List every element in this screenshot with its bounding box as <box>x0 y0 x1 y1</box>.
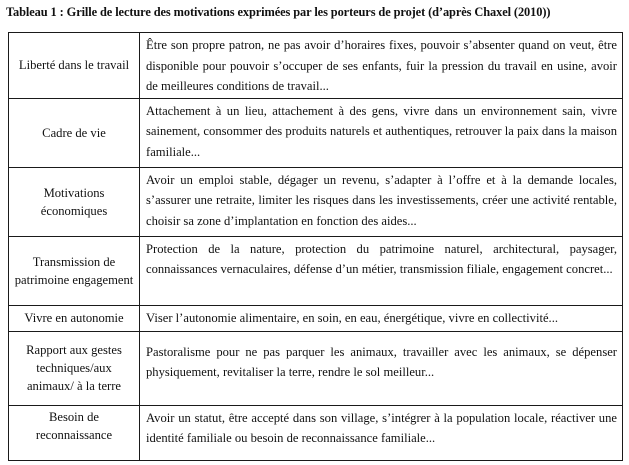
table-row <box>9 305 623 331</box>
row-description-reconnaissance: Avoir un statut, être accepté dans son village, s’intégrer à la population locale, réactiver une identité familiale ou besoin de reconnaissance familiale... <box>140 405 623 460</box>
row-label-rapport-gestes: Rapport aux gestes techniques/aux animaux/ à la terre <box>9 331 140 405</box>
row-description-motivations-economiques: Avoir un emploi stable, dégager un revenu, s’adapter à l’offre et à la demande locales, s’assurer une retraite, limiter les risques dans les investissements, créer une activité rentable, choisir sa zone d’implantation en fonction des aides... <box>140 167 623 236</box>
row-label-cadre-de-vie: Cadre de vie <box>9 98 140 167</box>
table-row <box>9 405 623 460</box>
row-label-liberte: Liberté dans le travail <box>9 33 140 99</box>
table-row <box>9 331 623 405</box>
row-description-liberte: Être son propre patron, ne pas avoir d’horaires fixes, pouvoir s’absenter quand on veut, être disponible pour pouvoir s’occuper de ses enfants, fuir la pression du travail en usine, avoir de meilleures conditions de travail... <box>140 33 623 99</box>
table-caption: Tableau 1 : Grille de lecture des motivations exprimées par les porteurs de projet (d’après Chaxel (2010)) <box>6 5 551 19</box>
table-row <box>9 236 623 305</box>
row-description-transmission: Protection de la nature, protection du patrimoine naturel, architectural, paysager, connaissances vernaculaires, défense d’un métier, transmission filiale, engagement concret... <box>140 236 623 305</box>
table-row <box>9 167 623 236</box>
table-row <box>9 33 623 99</box>
row-description-cadre-de-vie: Attachement à un lieu, attachement à des gens, vivre dans un environnement sain, vivre sainement, consommer des produits naturels et authentiques, retrouver la paix dans la maison familiale... <box>140 98 623 167</box>
row-label-autonomie: Vivre en autonomie <box>9 305 140 331</box>
row-description-rapport-gestes: Pastoralisme pour ne pas parquer les animaux, travailler avec les animaux, se dépenser physiquement, revitaliser la terre, rendre le sol meilleur... <box>140 331 623 405</box>
motivations-table <box>8 32 623 461</box>
row-description-autonomie: Viser l’autonomie alimentaire, en soin, en eau, énergétique, vivre en collectivité... <box>140 305 623 331</box>
row-label-reconnaissance: Besoin de reconnaissance <box>9 405 140 460</box>
row-label-motivations-economiques: Motivations économiques <box>9 167 140 236</box>
table-row <box>9 98 623 167</box>
row-label-transmission: Transmission de patrimoine engagement <box>9 236 140 305</box>
